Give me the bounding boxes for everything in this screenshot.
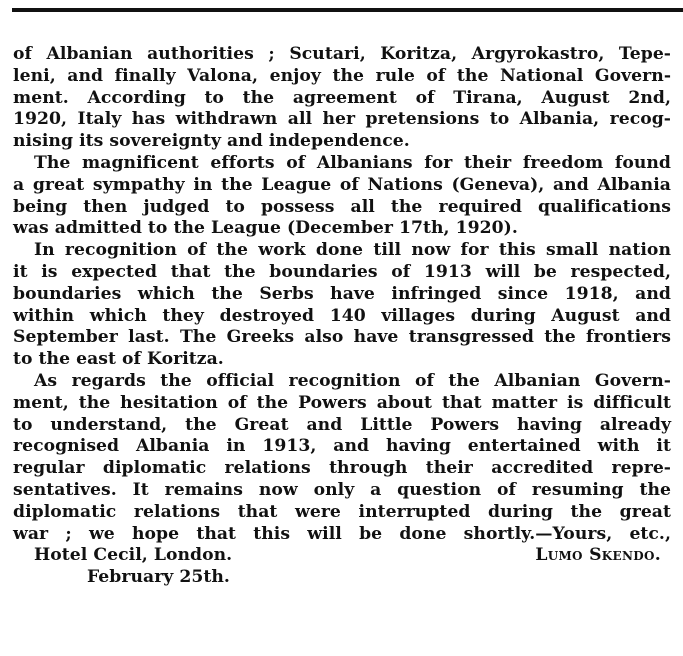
letter-body: [13, 44, 671, 589]
text-line: regular diplomatic relations through their accredited repre-: [13, 458, 671, 479]
text-line: sentatives. It remains now only a question of resuming the: [13, 479, 671, 500]
text-line: 1920, Italy has withdrawn all her pretensions to Albania, recog-: [13, 109, 671, 130]
text-line: diplomatic relations that were interrupted during the great: [13, 501, 671, 522]
text-line: being then judged to possess all the required qualifications: [13, 196, 671, 217]
text-line: to understand, the Great and Little Powers having already: [13, 414, 671, 435]
paragraph-2: [13, 153, 671, 240]
text-line: of Albanian authorities ; Scutari, Koritza, Argyrokastro, Tepe-: [13, 44, 671, 64]
text-line: leni, and finally Valona, enjoy the rule of the National Govern-: [13, 65, 671, 86]
text-line: war ; we hope that this will be done shortly.—Yours, etc.,: [13, 523, 671, 544]
text-line: ment, the hesitation of the Powers about that matter is difficult: [13, 392, 671, 413]
signature-row: [13, 545, 671, 567]
paragraph-4: [13, 371, 671, 545]
text-line: ment. According to the agreement of Tirana, August 2nd,: [13, 87, 671, 108]
paragraph-3: [13, 240, 671, 371]
text-line: to the east of Koritza.: [13, 349, 224, 370]
letter-date: February 25th.: [87, 567, 230, 588]
text-line: was admitted to the League (December 17th, 1920).: [13, 218, 518, 239]
text-line: recognised Albania in 1913, and having entertained with it: [13, 436, 671, 457]
paragraph-1: [13, 44, 671, 153]
text-line: boundaries which the Serbs have infringed since 1918, and: [13, 283, 671, 304]
text-line: As regards the official recognition of the Albanian Govern-: [34, 370, 671, 391]
text-line: a great sympathy in the League of Nations (Geneva), and Albania: [13, 174, 671, 195]
text-line: September last. The Greeks also have transgressed the frontiers: [13, 327, 671, 348]
top-rule: [12, 8, 683, 12]
text-line: nising its sovereignty and independence.: [13, 131, 410, 152]
author-signature: Lumo Skendo.: [535, 545, 661, 566]
sender-address: Hotel Cecil, London.: [34, 545, 233, 566]
text-line: it is expected that the boundaries of 1913 will be respected,: [13, 261, 671, 282]
text-line: within which they destroyed 140 villages during August and: [13, 305, 671, 326]
text-line: The magnificent efforts of Albanians for their freedom found: [34, 152, 671, 173]
text-line: In recognition of the work done till now for this small nation: [34, 240, 671, 261]
